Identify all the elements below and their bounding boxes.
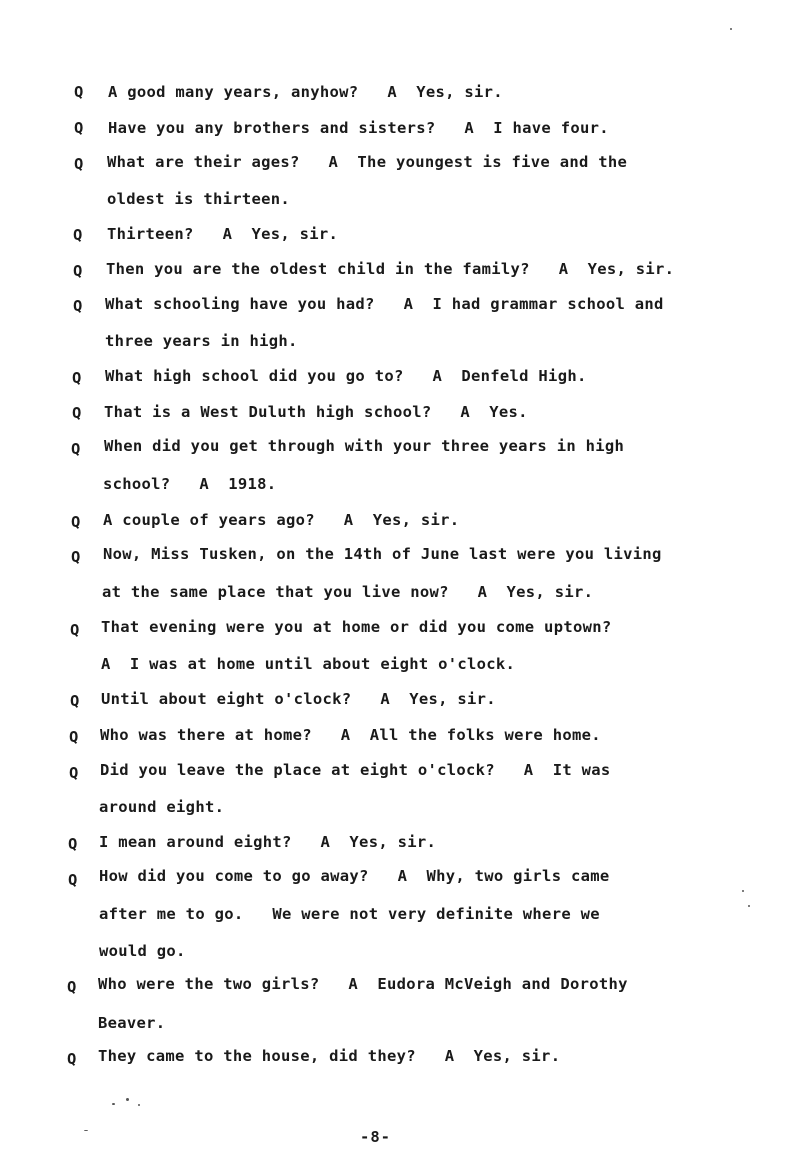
page-number: -8- [360,1128,391,1146]
transcript-line: would go. [99,942,186,960]
transcript-line: Who was there at home? A All the folks were home. [100,726,601,744]
transcript-line: A couple of years ago? A Yes, sir. [103,511,460,529]
transcript-line: A good many years, anyhow? A Yes, sir. [108,83,503,101]
question-marker: Q [73,297,83,315]
scan-speck [742,890,744,892]
transcript-line: What schooling have you had? A I had grammar school and [105,295,664,313]
question-marker: Q [73,226,83,244]
question-marker: Q [68,835,78,853]
transcript-line: When did you get through with your three years in high [104,437,625,455]
transcript-line: Beaver. [98,1014,166,1032]
question-marker: Q [74,155,84,173]
transcript-line: What high school did you go to? A Denfeld High. [105,367,587,385]
transcript-line: Until about eight o'clock? A Yes, sir. [101,690,496,708]
transcript-line: Now, Miss Tusken, on the 14th of June last were you living [103,545,662,563]
transcript-line: Thirteen? A Yes, sir. [107,225,339,243]
transcript-line: That is a West Duluth high school? A Yes. [104,403,528,421]
transcript-line: I mean around eight? A Yes, sir. [99,833,437,851]
question-marker: Q [74,83,84,101]
question-marker: Q [69,728,79,746]
transcript-line: Have you any brothers and sisters? A I have four. [108,119,609,137]
transcript-line: after me to go. We were not very definite where we [99,905,600,923]
question-marker: Q [67,978,77,996]
scan-speck [112,1103,115,1105]
question-marker: Q [67,1050,77,1068]
transcript-line: Did you leave the place at eight o'clock? A It was [100,761,611,779]
transcript-line: at the same place that you live now? A Yes, sir. [102,583,594,601]
question-marker: Q [71,440,81,458]
transcript-line: school? A 1918. [103,475,277,493]
scan-speck [84,1130,88,1131]
transcript-line: around eight. [99,798,225,816]
question-marker: Q [72,369,82,387]
transcript-line: That evening were you at home or did you come uptown? [101,618,612,636]
question-marker: Q [70,621,80,639]
question-marker: Q [71,548,81,566]
scan-speck [748,905,750,907]
transcript-line: How did you come to go away? A Why, two girls came [99,867,610,885]
transcript-line: Then you are the oldest child in the family? A Yes, sir. [106,260,675,278]
transcript-line: three years in high. [105,332,298,350]
scan-speck [126,1098,129,1101]
question-marker: Q [69,764,79,782]
transcript-line: They came to the house, did they? A Yes, sir. [98,1047,561,1065]
scan-speck [730,28,732,30]
transcript-line: Who were the two girls? A Eudora McVeigh and Dorothy [98,975,628,993]
transcript-line: What are their ages? A The youngest is five and the [107,153,628,171]
question-marker: Q [72,404,82,422]
question-marker: Q [71,513,81,531]
scan-speck [138,1104,140,1106]
transcript-line: oldest is thirteen. [107,190,291,208]
question-marker: Q [74,119,84,137]
question-marker: Q [73,262,83,280]
question-marker: Q [70,692,80,710]
transcript-line: A I was at home until about eight o'clock. [101,655,516,673]
question-marker: Q [68,871,78,889]
